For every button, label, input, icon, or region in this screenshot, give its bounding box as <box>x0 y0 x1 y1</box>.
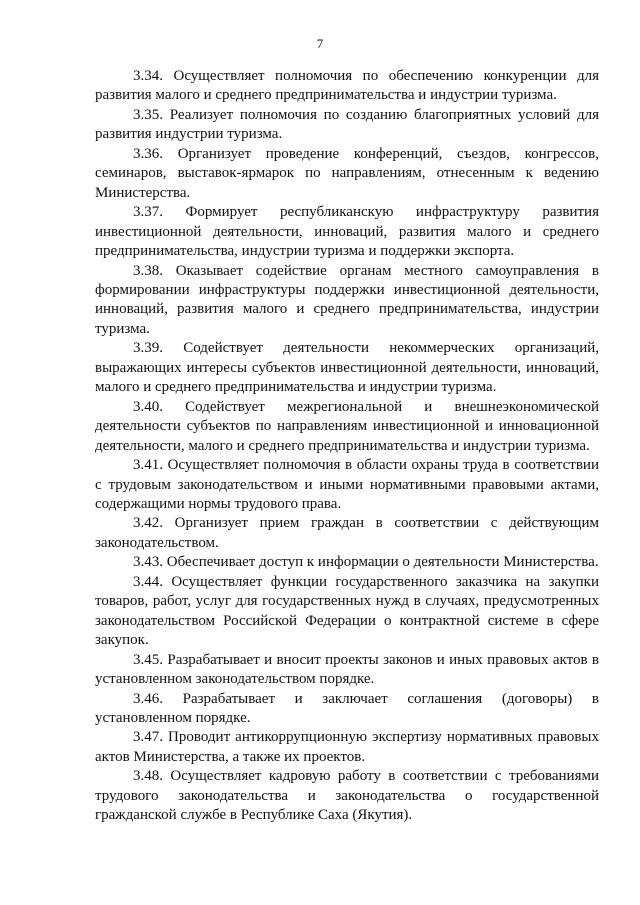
paragraph-3-37: 3.37. Формирует республиканскую инфраструктуру развития инвестиционной деятельности, инноваций, развития малого и среднего предпринимательства, индустрии туризма и поддержки экспорта. <box>95 204 599 260</box>
paragraph-3-42: 3.42. Организует прием граждан в соответствии с действующим законодательством. <box>95 515 599 551</box>
paragraph-3-47: 3.47. Проводит антикоррупционную экспертизу нормативных правовых актов Министерства, а также их проектов. <box>95 729 599 765</box>
paragraph-3-38: 3.38. Оказывает содействие органам местного самоуправления в формировании инфраструктуры поддержки инвестиционной деятельности, инноваций, развития малого и среднего предпринимательства, индустрии туризма. <box>95 262 599 337</box>
paragraph-3-43: 3.43. Обеспечивает доступ к информации о деятельности Министерства. <box>133 554 599 571</box>
paragraph-3-39: 3.39. Содействует деятельности некоммерческих организаций, выражающих интересы субъектов инвестиционной деятельности, инноваций, малого и среднего предпринимательства и индустрии туризма. <box>95 340 599 396</box>
paragraph-3-44: 3.44. Осуществляет функции государственного заказчика на закупки товаров, работ, услуг для государственных нужд в случаях, предусмотренных законодательством Российской Федерации о контрактной системе в сфере закупок. <box>95 573 599 649</box>
paragraph-3-46: 3.46. Разрабатывает и заключает соглашения (договоры) в установленном порядке. <box>95 690 599 726</box>
paragraph-3-36: 3.36. Организует проведение конференций, съездов, конгрессов, семинаров, выставок-ярмарок по направлениям, отнесенным к ведению Министерства. <box>95 145 599 201</box>
document-body <box>95 67 599 826</box>
paragraph-3-34: 3.34. Осуществляет полномочия по обеспечению конкуренции для развития малого и среднего предпринимательства и индустрии туризма. <box>95 68 599 104</box>
paragraph-3-35: 3.35. Реализует полномочия по созданию благоприятных условий для развития индустрии туризма. <box>95 106 599 143</box>
paragraph-3-48: 3.48. Осуществляет кадровую работу в соответствии с требованиями трудового законодательства и законодательства о государственной гражданской службе в Республике Саха (Якутия). <box>95 768 599 824</box>
page-number: 7 <box>316 36 324 51</box>
paragraph-3-45: 3.45. Разрабатывает и вносит проекты законов и иных правовых актов в установленном законодательством порядке. <box>95 651 599 688</box>
paragraph-3-40: 3.40. Содействует межрегиональной и внешнеэкономической деятельности субъектов по направлениям инвестиционной и инновационной деятельности, малого и среднего предпринимательства и индустрии туризма. <box>95 398 599 454</box>
paragraph-3-41: 3.41. Осуществляет полномочия в области охраны труда в соответствии с трудовым законодательством и иными нормативными правовыми актами, содержащими нормы трудового права. <box>95 457 599 512</box>
